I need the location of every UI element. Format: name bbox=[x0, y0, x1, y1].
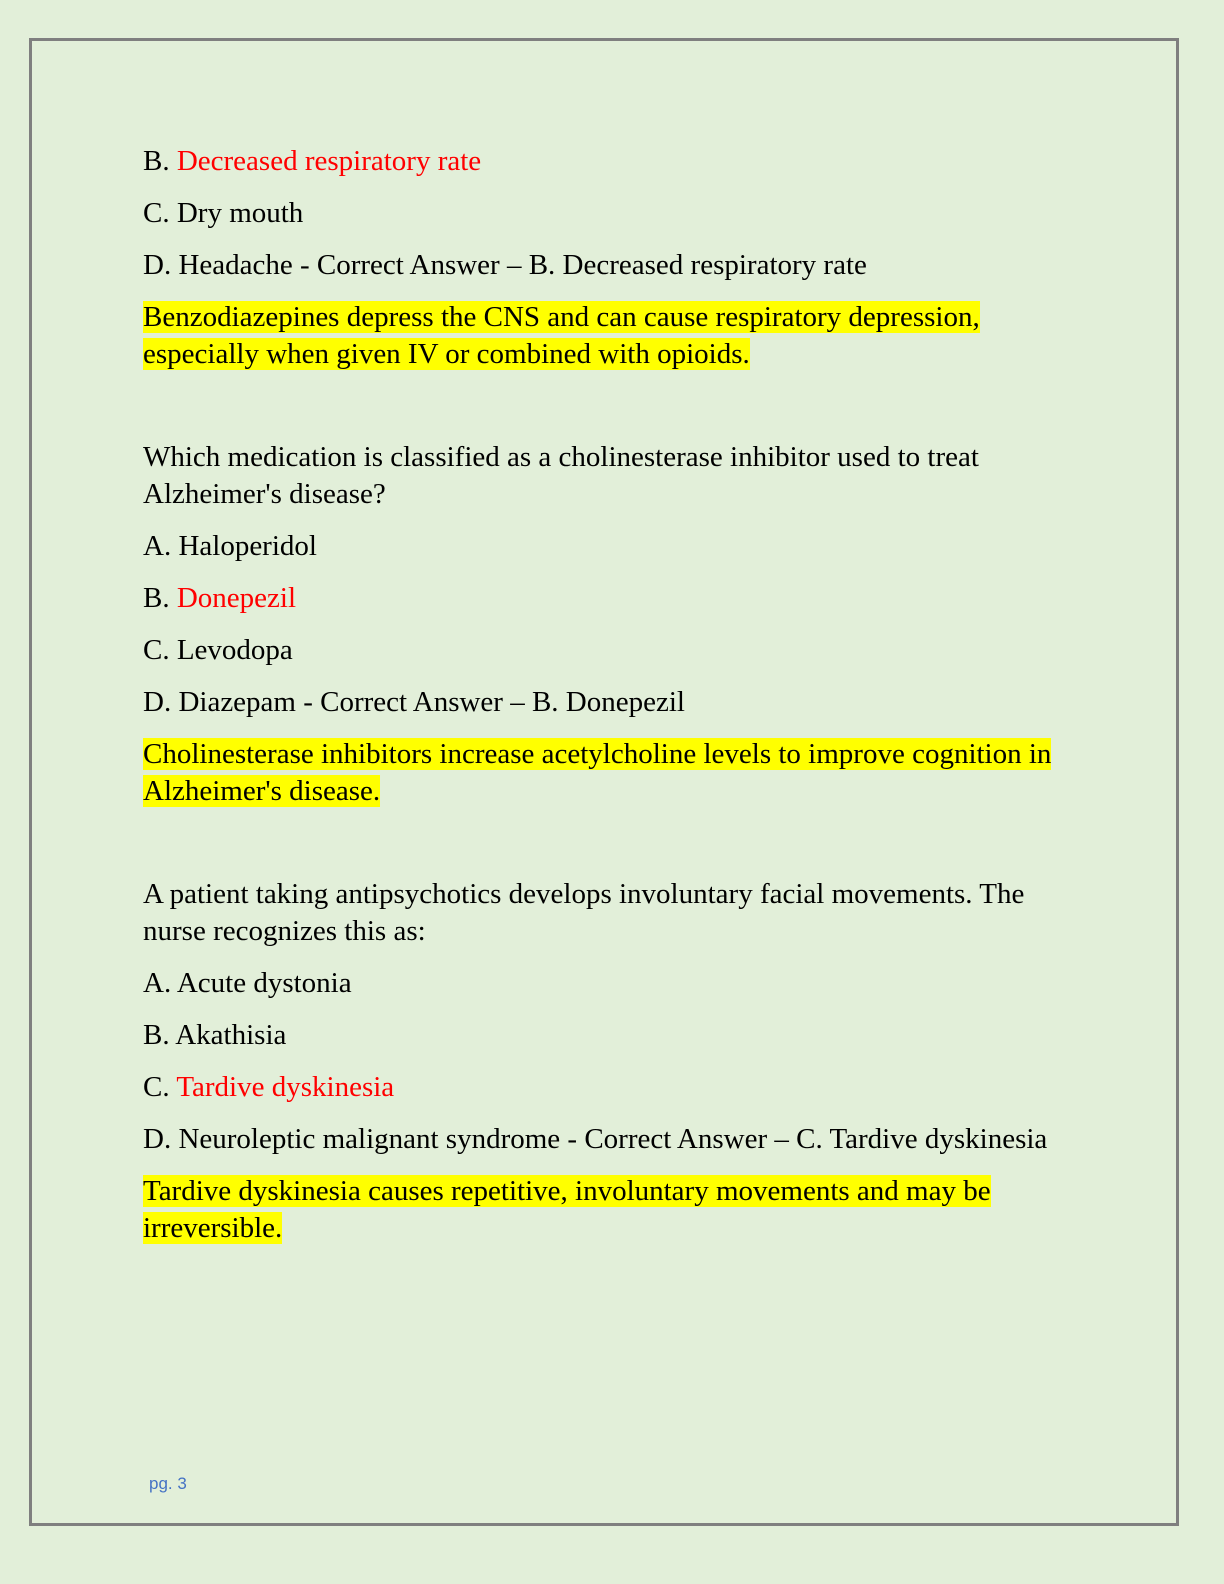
page-number: pg. 3 bbox=[149, 1474, 187, 1493]
question-block-2 bbox=[143, 439, 1083, 810]
document-body bbox=[143, 143, 1083, 1262]
rationale-highlight: Cholinesterase inhibitors increase acetylcholine levels to improve cognition in Alzheimer's disease. bbox=[143, 738, 1052, 807]
question-block-3 bbox=[143, 876, 1083, 1247]
spacer bbox=[143, 388, 1083, 439]
correct-option-text: Tardive dyskinesia bbox=[176, 1071, 395, 1103]
correct-option-text: Donepezil bbox=[176, 582, 297, 614]
option-d-with-answer: D. Diazepam - Correct Answer – B. Donepezil bbox=[143, 686, 685, 718]
option-a: A. Haloperidol bbox=[143, 530, 317, 562]
option-letter: C. bbox=[143, 1071, 177, 1103]
option-b bbox=[143, 580, 1083, 617]
option-letter: B. bbox=[143, 582, 177, 614]
rationale-highlight: Benzodiazepines depress the CNS and can cause respiratory depression, especially when given IV or combined with opioids. bbox=[143, 301, 980, 370]
option-c: C. Levodopa bbox=[143, 634, 293, 666]
option-a: A. Acute dystonia bbox=[143, 967, 352, 999]
question-block-1 bbox=[143, 143, 1083, 373]
question-stem: A patient taking antipsychotics develops involuntary facial movements. The nurse recognizes this as: bbox=[143, 878, 1025, 947]
rationale bbox=[143, 1173, 1083, 1247]
option-d-with-answer: D. Neuroleptic malignant syndrome - Correct Answer – C. Tardive dyskinesia bbox=[143, 1123, 1048, 1155]
option-letter: B. bbox=[143, 145, 177, 177]
option-c: C. Dry mouth bbox=[143, 197, 304, 229]
rationale bbox=[143, 299, 1083, 373]
option-c bbox=[143, 1069, 1083, 1106]
option-b bbox=[143, 143, 1083, 180]
rationale bbox=[143, 736, 1083, 810]
question-stem: Which medication is classified as a cholinesterase inhibitor used to treat Alzheimer's disease? bbox=[143, 441, 979, 510]
correct-option-text: Decreased respiratory rate bbox=[176, 145, 482, 177]
option-b: B. Akathisia bbox=[143, 1019, 287, 1051]
spacer bbox=[143, 825, 1083, 876]
option-d-with-answer: D. Headache - Correct Answer – B. Decreased respiratory rate bbox=[143, 249, 867, 281]
rationale-highlight: Tardive dyskinesia causes repetitive, involuntary movements and may be irreversible. bbox=[143, 1175, 991, 1244]
